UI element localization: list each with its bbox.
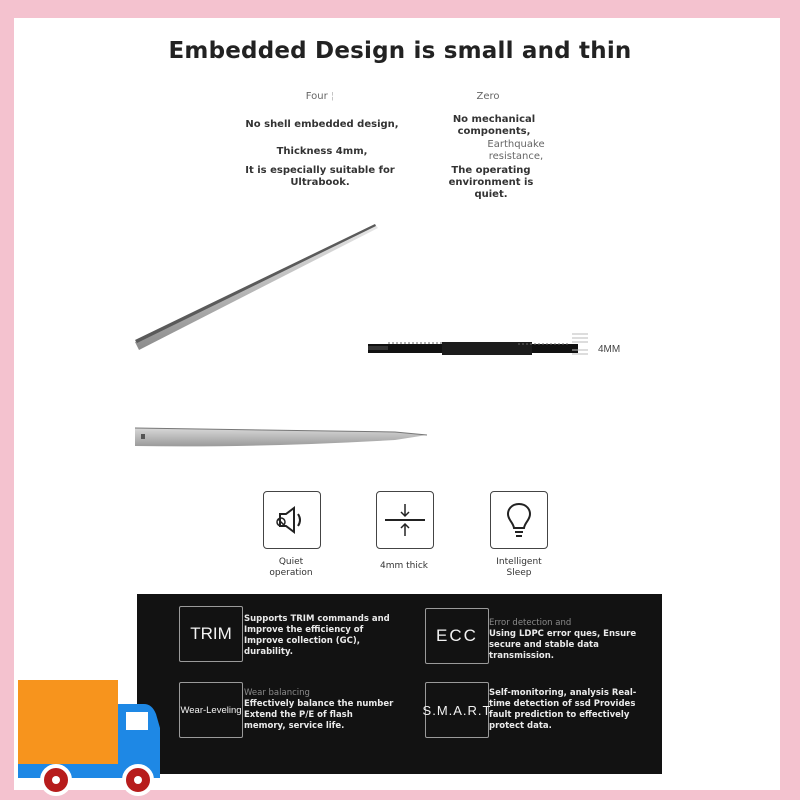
- right-heading: Zero: [476, 91, 500, 102]
- page-title: Embedded Design is small and thin: [168, 38, 632, 64]
- wear-leveling-badge-label: Wear-Leveling: [180, 704, 242, 716]
- ecc-faint-line: Error detection and: [489, 618, 572, 628]
- wear-leveling-badge: [179, 682, 243, 738]
- laptop-open-illustration: [135, 222, 385, 352]
- lightbulb-icon: [491, 492, 547, 548]
- thickness-arrows-icon: [377, 492, 433, 548]
- ecc-main-text: Using LDPC error ques, Ensure secure and stable data transmission.: [489, 629, 637, 661]
- thickness-label-text: 4mm thick: [379, 561, 428, 571]
- sleep-label: Intelligent Sleep: [496, 557, 542, 578]
- drive-profile-illustration: [368, 330, 593, 360]
- right-line-1: No mechanical components,: [452, 114, 536, 137]
- wear-faint-line: Wear balancing: [244, 688, 310, 698]
- ecc-badge: [425, 608, 489, 664]
- left-heading: Four ¦: [305, 91, 335, 102]
- smart-badge-label: S.M.A.R.T: [422, 702, 492, 718]
- thickness-label: 4MM: [598, 344, 621, 355]
- thickness-icon-box: [376, 491, 434, 549]
- trim-badge-label: TRIM: [190, 624, 232, 643]
- left-line-1: No shell embedded design,: [245, 119, 399, 130]
- wear-leveling-description: [244, 688, 394, 732]
- right-line-3: The operating environment is quiet.: [448, 165, 534, 200]
- left-line-3: It is especially suitable for Ultrabook.: [245, 165, 395, 188]
- quiet-icon-box: [263, 491, 321, 549]
- laptop-closed-illustration: [135, 420, 435, 450]
- smart-description: Self-monitoring, analysis Real-time detection of ssd Provides fault prediction to effectively protect data.: [489, 688, 637, 731]
- left-line-2: Thickness 4mm,: [276, 146, 368, 157]
- delivery-truck-icon: [18, 678, 168, 798]
- ecc-badge-label: ECC: [436, 626, 478, 645]
- quiet-label: Quiet operation: [269, 557, 313, 578]
- quiet-speaker-icon: [264, 492, 320, 548]
- right-line-2: Earthquake resistance,: [487, 139, 545, 162]
- trim-badge: [179, 606, 243, 662]
- wear-main-text: Effectively balance the number Extend the P/E of flash memory, service life.: [244, 699, 394, 731]
- smart-badge: [422, 682, 492, 738]
- ecc-description: [489, 618, 639, 662]
- trim-description: Supports TRIM commands and Improve the efficiency of Improve collection (GC), durability.: [244, 614, 390, 657]
- sleep-icon-box: [490, 491, 548, 549]
